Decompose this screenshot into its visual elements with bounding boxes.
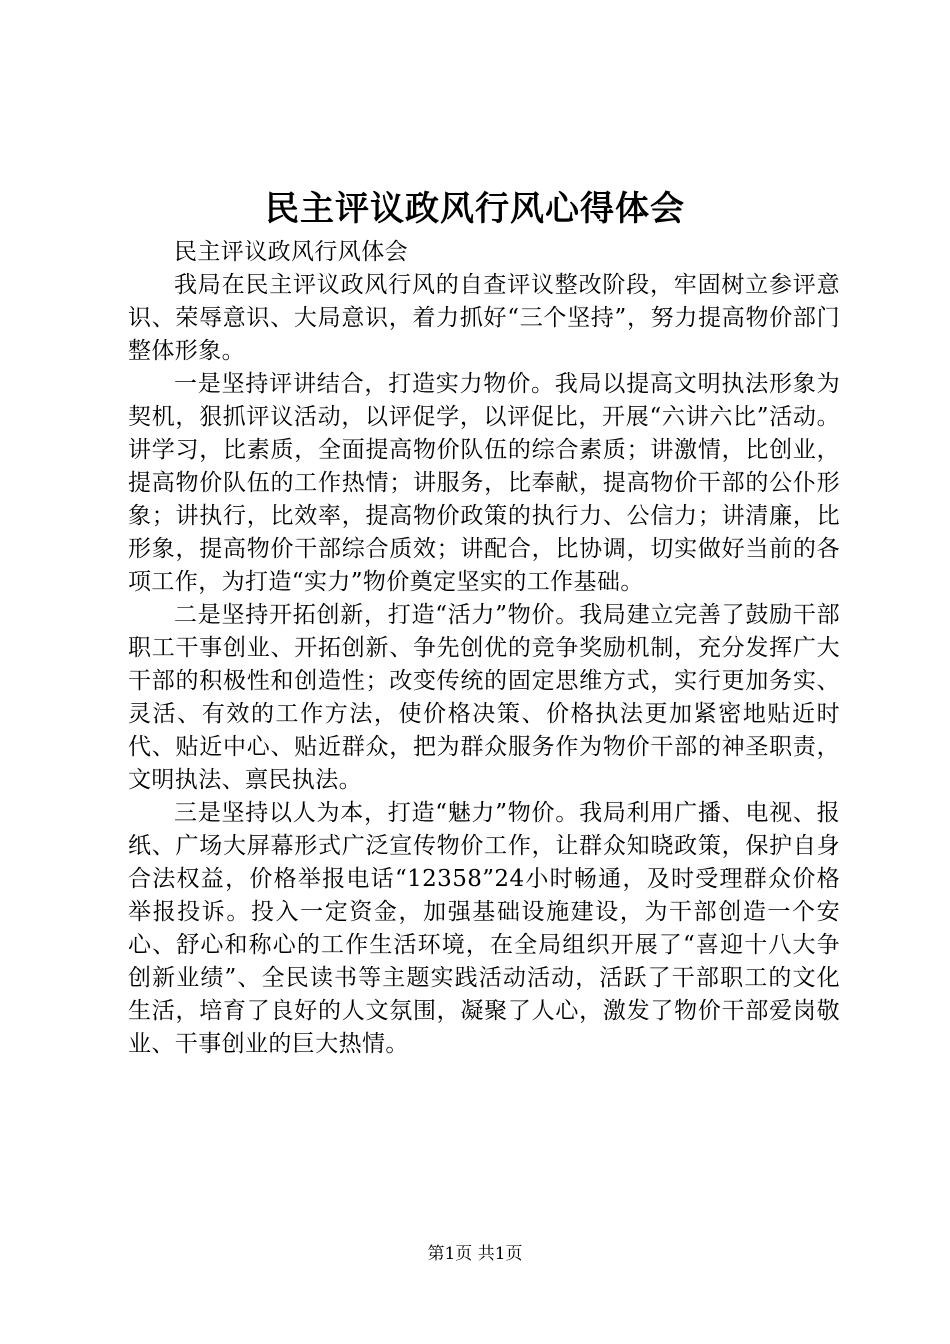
page-footer: 第1页 共1页 bbox=[427, 1244, 523, 1264]
document-body bbox=[128, 236, 840, 1061]
document-title: 民主评议政风行风心得体会 bbox=[265, 189, 685, 229]
paragraph-point-three: 三是坚持以人为本，打造“魅力”物价。我局利用广播、电视、报纸、广场大屏幕形式广泛宣传物价工作，让群众知晓政策，保护自身合法权益，价格举报电话“12358”24小时畅通，及时受理群众价格举报投诉。投入一定资金，加强基础设施建设，为干部创造一个安心、舒心和称心的工作生活环境，在全局组织开展了“喜迎十八大争创新业绩”、全民读书等主题实践活动活动，活跃了干部职工的文化生活，培育了良好的人文氛围，凝聚了人心，激发了物价干部爱岗敬业、干事创业的巨大热情。 bbox=[128, 800, 840, 1057]
paragraph-intro: 我局在民主评议政风行风的自查评议整改阶段，牢固树立参评意识、荣辱意识、大局意识，着力抓好“三个坚持”，努力提高物价部门整体形象。 bbox=[128, 272, 840, 364]
paragraph-point-two: 二是坚持开拓创新，打造“活力”物价。我局建立完善了鼓励干部职工干事创业、开拓创新、争先创优的竞争奖励机制，充分发挥广大干部的积极性和创造性；改变传统的固定思维方式，实行更加务实、灵活、有效的工作方法，使价格决策、价格执法更加紧密地贴近时代、贴近中心、贴近群众，把为群众服务作为物价干部的神圣职责，文明执法、禀民执法。 bbox=[128, 602, 840, 793]
paragraph-subtitle: 民主评议政风行风体会 bbox=[174, 239, 408, 265]
paragraph-point-one: 一是坚持评讲结合，打造实力物价。我局以提高文明执法形象为契机，狠抓评议活动，以评促学，以评促比，开展“六讲六比”活动。讲学习，比素质，全面提高物价队伍的综合素质；讲激情，比创业，提高物价队伍的工作热情；讲服务，比奉献，提高物价干部的公仆形象；讲执行，比效率，提高物价政策的执行力、公信力；讲清廉，比形象，提高物价干部综合质效；讲配合，比协调，切实做好当前的各项工作，为打造“实力”物价奠定坚实的工作基础。 bbox=[128, 371, 840, 595]
